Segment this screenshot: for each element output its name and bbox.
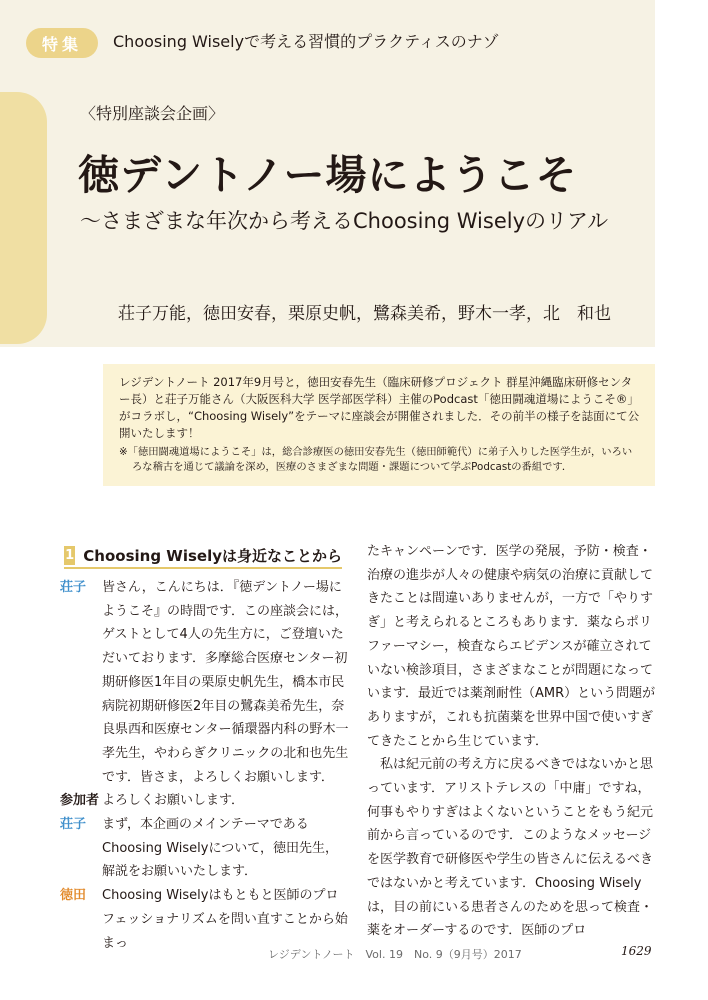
- author-list: 荘子万能，徳田安春，栗原史帆，鷺森美希，野木一孝，北 和也: [118, 304, 611, 324]
- speaker-label: 荘子: [60, 817, 87, 833]
- right-column: [367, 540, 657, 943]
- dialogue-turn: [60, 813, 350, 884]
- section-title: Choosing Wiselyは身近なことから: [83, 546, 342, 565]
- series-title: Choosing Wiselyで考える習慣的プラクティスのナゾ: [113, 32, 499, 51]
- intro-note: ※「徳田闘魂道場にようこそ」は，総合診療医の徳田安春先生（徳田師範代）に弟子入りした医学生が，いろいろな稽古を通じて議論を深め，医療のさまざまな問題・課題について学ぶPodcastの番組です．: [119, 446, 633, 473]
- body-paragraph: 私は紀元前の考え方に戻るべきではないかと思っています．アリストテレスの「中庸」ですね，何事もやりすぎはよくないということをもう紀元前から言っているのです．このようなメッセージを医学教育で研修医や学生の皆さんに伝えるべきではないかと考えています．Choosing Wiselyは，目の前にいる患者さんのためを思って検査・薬をオーダーするのです．医師のプロ: [367, 757, 654, 939]
- article-subtitle: 〜さまざまな年次から考えるChoosing Wiselyのリアル: [80, 209, 609, 233]
- dialogue-turn: [60, 884, 350, 955]
- article-kicker: 〈特別座談会企画〉: [80, 104, 225, 123]
- banner-side-tab: [0, 92, 47, 344]
- article-title: 徳デントノー場にようこそ: [78, 151, 578, 199]
- intro-box: [103, 364, 655, 486]
- speaker-label: 参加者: [60, 793, 100, 809]
- speaker-label: 徳田: [60, 888, 87, 904]
- body-paragraph: たキャンペーンです．医学の発展，予防・検査・治療の進歩が人々の健康や病気の治療に貢献してきたことは間違いありませんが，一方で「やりすぎ」と考えられるところもあります．薬ならポリファーマシー，検査ならエビデンスが確立されていない検診項目，さまざまなことが問題になっています．最近では薬剤耐性（AMR）という問題がありますが，これも抗菌薬を世界中国で使いすぎてきたことから生じています．: [367, 544, 656, 749]
- dialogue-text: 皆さん，こんにちは．『徳デントノー場にようこそ』の時間です．この座談会には，ゲストとして4人の先生方に，ご登壇いただいております．多摩総合医療センター初期研修医1年目の栗原史帆先生，橋本市民病院初期研修医2年目の鷺森美希先生，奈良県西和医療センター循環器内科の野木一孝先生，やわらぎクリニックの北和也先生です．皆さま，よろしくお願いします．: [102, 580, 349, 785]
- journal-footer: レジデントノート Vol. 19 No. 9（9月号）2017: [268, 948, 522, 961]
- dialogue-text: まず，本企画のメインテーマであるChoosing Wiselyについて，徳田先生，解説をお願いいたします．: [102, 817, 338, 880]
- section-number: 1: [65, 547, 75, 563]
- dialogue-text: よろしくお願いします．: [102, 793, 244, 809]
- page-number: 1629: [621, 944, 652, 958]
- section-heading: [64, 543, 342, 569]
- dialogue-turn: [60, 576, 350, 789]
- left-column: [60, 576, 350, 955]
- dialogue-turn: [60, 789, 350, 813]
- speaker-label: 荘子: [60, 580, 87, 595]
- feature-badge: 特集: [26, 28, 98, 58]
- intro-text: レジデントノート 2017年9月号と，徳田安春先生（臨床研修プロジェクト 群星沖縄臨床研修センター長）と荘子万能さん（大阪医科大学 医学部医学科）主催のPodcast「徳田闘魂道場にようこそ®」がコラボし，“Choosing Wisely”をテーマに座談会が開催されました．その前半の様子を誌面にて公開いたします！: [119, 375, 640, 440]
- dialogue-text: Choosing Wiselyはもともと医師のプロフェッショナリズムを問い直すことから始まっ: [102, 888, 348, 951]
